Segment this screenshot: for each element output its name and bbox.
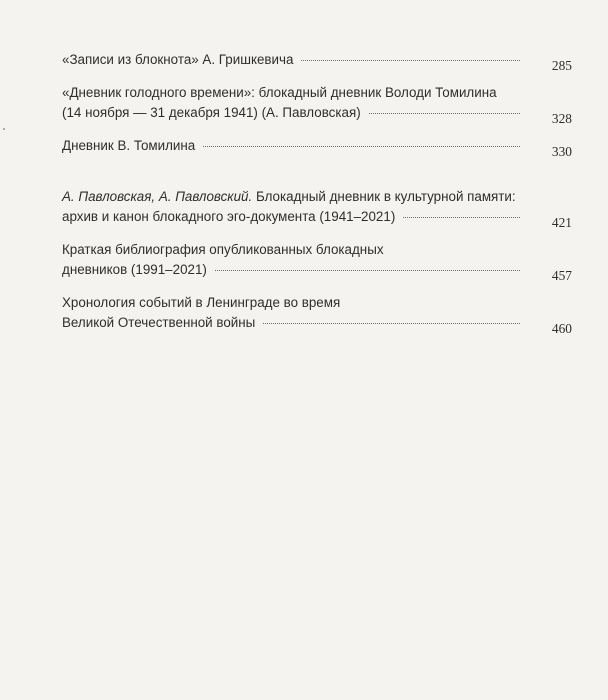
toc-page-number: 421 bbox=[551, 215, 572, 230]
dot-leader bbox=[301, 60, 520, 61]
toc-line bbox=[62, 83, 572, 103]
table-of-contents bbox=[62, 50, 572, 336]
toc-line bbox=[62, 50, 572, 73]
toc-line bbox=[62, 207, 572, 230]
toc-entry-title-cont: Великой Отечественной войны bbox=[62, 315, 256, 330]
toc-entry-title: Краткая библиография опубликованных блокадных bbox=[62, 242, 384, 257]
dot-leader bbox=[215, 270, 520, 271]
toc-entry-title: «Дневник голодного времени»: блокадный дневник Володи Томилина bbox=[62, 85, 497, 100]
toc-line bbox=[62, 240, 572, 260]
toc-entry bbox=[62, 83, 572, 126]
toc-entry-title-text: Блокадный дневник в культурной памяти: bbox=[252, 189, 516, 204]
toc-entry bbox=[62, 240, 572, 283]
toc-page-number: 457 bbox=[551, 268, 572, 283]
toc-entry bbox=[62, 187, 572, 230]
toc-entry-title-cont: (14 ноября — 31 декабря 1941) (А. Павловская) bbox=[62, 105, 361, 120]
toc-entry-title: «Записи из блокнота» А. Гришкевича bbox=[62, 52, 294, 67]
toc-entry-title-cont: архив и канон блокадного эго-документа (1941–2021) bbox=[62, 209, 396, 224]
toc-line bbox=[62, 103, 572, 126]
toc-page-number: 285 bbox=[551, 58, 572, 73]
toc-entry bbox=[62, 50, 572, 73]
dot-leader bbox=[403, 217, 520, 218]
toc-entry bbox=[62, 136, 572, 159]
page-speck bbox=[3, 128, 5, 130]
toc-entry-title bbox=[62, 187, 516, 207]
toc-entry bbox=[62, 293, 572, 336]
toc-page-number: 330 bbox=[551, 144, 572, 159]
toc-line bbox=[62, 260, 572, 283]
toc-entry-title: Дневник В. Томилина bbox=[62, 138, 196, 153]
toc-line bbox=[62, 136, 572, 159]
toc-entry-authors: А. Павловская, А. Павловский. bbox=[62, 189, 253, 204]
dot-leader bbox=[369, 113, 520, 114]
dot-leader bbox=[203, 146, 520, 147]
dot-leader bbox=[263, 323, 520, 324]
toc-entry-title-cont: дневников (1991–2021) bbox=[62, 262, 207, 277]
toc-line bbox=[62, 293, 572, 313]
toc-entry-title: Хронология событий в Ленинграде во время bbox=[62, 295, 341, 310]
toc-line bbox=[62, 313, 572, 336]
toc-page-number: 460 bbox=[551, 321, 572, 336]
toc-page-number: 328 bbox=[551, 111, 572, 126]
toc-line bbox=[62, 187, 572, 207]
